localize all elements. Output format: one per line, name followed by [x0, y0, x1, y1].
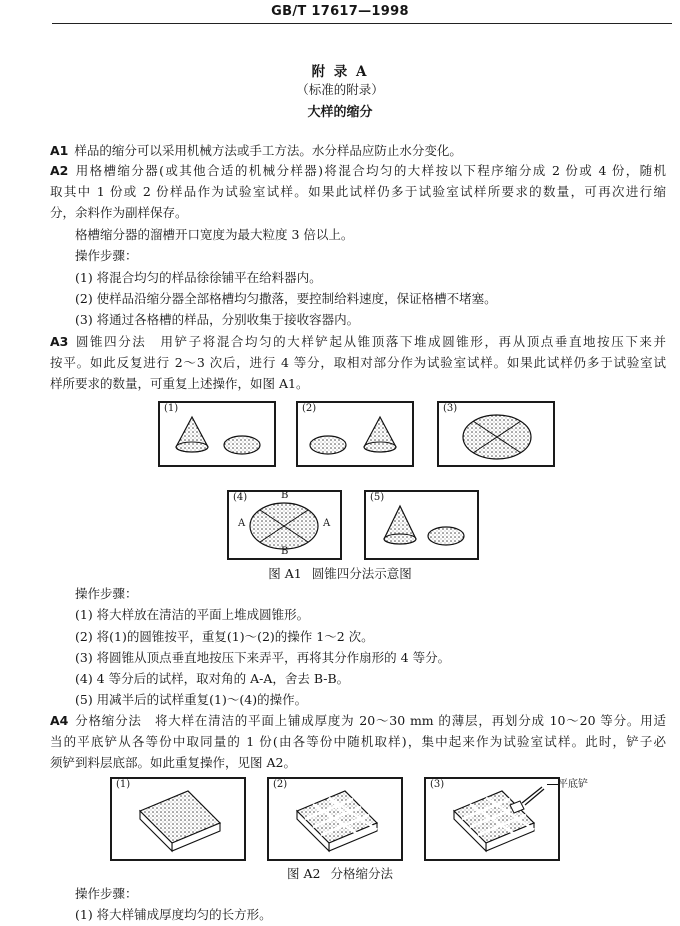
gridded-layer-with-shovel-illustration: [426, 779, 558, 859]
a4-label: A4: [50, 713, 69, 728]
a3-step-4: (4) 4 等分后的试样，取对角的 A-A，舍去 B-B。: [75, 671, 350, 686]
panel-label: (3): [443, 403, 458, 414]
panel-label: (2): [302, 403, 317, 414]
disc-and-cone-illustration: [298, 403, 412, 465]
figure-a2-panel-2: [267, 777, 403, 861]
a2-line-2: 取其中 1 份或 2 份样品作为试验室试样。如果此试样仍多于试验室试样所要求的数量，可再次进行缩: [50, 184, 666, 199]
panel-label: (1): [164, 403, 179, 414]
header-rule: [52, 23, 672, 24]
cone-and-disc-illustration: [160, 403, 274, 465]
a4-line-2: 当的平底铲从各等份中取同量的 1 份(由各等份中随机取样)，集中起来作为试验室试样。此时，铲子必: [50, 734, 666, 749]
a1-paragraph: [50, 141, 462, 160]
a2-step-2: (2) 使样品沿缩分器全部格槽均匀撒落，要控制给料速度，保证格槽不堵塞。: [75, 291, 497, 306]
figure-a1-panel-4: [227, 490, 342, 560]
shovel-label: 平底铲: [558, 779, 588, 790]
shovel-leader-line: [547, 784, 558, 785]
a3-step-1: (1) 将大样放在清洁的平面上堆成圆锥形。: [75, 607, 310, 622]
a2-label: A2: [50, 163, 69, 178]
a3-line-1: [50, 332, 666, 351]
a1-label: A1: [50, 143, 69, 158]
a2-line-1-text: 用格槽缩分器(或其他合适的机械分样器)将混合均匀的大样按以下程序缩分成 2 份或 4 份，随机: [74, 163, 666, 178]
panel-label: (2): [273, 779, 288, 790]
figure-a1-panel-3: [437, 401, 555, 467]
panel-label: (5): [370, 492, 385, 503]
appendix-subtitle: （标准的附录）: [296, 82, 384, 97]
a2-note: 格槽缩分器的溜槽开口宽度为最大粒度 3 倍以上。: [75, 227, 354, 242]
a3-line-1-text: 圆锥四分法 用铲子将混合均匀的大样铲起从锥顶落下堆成圆锥形，再从顶点垂直地按压下来并: [74, 334, 666, 349]
mark-a-right: A: [323, 518, 331, 529]
standard-code: GB/T 17617—1998: [271, 4, 409, 19]
panel-label: (1): [116, 779, 131, 790]
a4-steps-title: 操作步骤：: [75, 886, 138, 901]
a3-line-3: 样所要求的数量，可重复上述操作，如图 A1。: [50, 376, 309, 391]
figure-a1-caption: [0, 564, 680, 582]
a3-label: A3: [50, 334, 69, 349]
a3-steps-title: 操作步骤：: [75, 586, 138, 601]
mark-a-left: A: [238, 518, 246, 529]
cone-and-disc-repeat-illustration: [366, 492, 477, 558]
a2-step-1: (1) 将混合均匀的样品徐徐铺平在给料器内。: [75, 270, 322, 285]
figure-a1-panel-2: [296, 401, 414, 467]
figure-a2-panel-3: [424, 777, 560, 861]
figure-a1-number: 图 A1: [268, 566, 302, 581]
a2-line-3: 分，余料作为副样保存。: [50, 205, 188, 220]
a3-step-3: (3) 将圆锥从顶点垂直地按压下来弄平，再将其分作扇形的 4 等分。: [75, 650, 451, 665]
figure-a2-title: 分格缩分法: [330, 866, 393, 881]
a4-step-1: (1) 将大样铺成厚度均匀的长方形。: [75, 907, 272, 922]
a3-step-2: (2) 将(1)的圆锥按平，重复(1)～(2)的操作 1～2 次。: [75, 629, 374, 644]
gridded-layer-illustration: [269, 779, 401, 859]
figure-a2-caption: [0, 864, 680, 882]
panel-label: (3): [430, 779, 445, 790]
panel-label: (4): [233, 492, 248, 503]
a2-line-1: [50, 161, 666, 180]
a2-step-3: (3) 将通过各格槽的样品，分别收集于接收容器内。: [75, 312, 360, 327]
a4-line-1: [50, 711, 666, 730]
a4-line-1-text: 分格缩分法 将大样在清洁的平面上铺成厚度为 20～30 mm 的薄层，再划分成 10～20 等分。用适: [74, 713, 666, 728]
figure-a2-number: 图 A2: [287, 866, 321, 881]
a3-step-5: (5) 用减半后的试样重复(1)～(4)的操作。: [75, 692, 308, 707]
mark-b-top: B: [281, 490, 289, 501]
figure-a1-panel-5: [364, 490, 479, 560]
flat-layer-illustration: [112, 779, 244, 859]
appendix-heading: 大样的缩分: [307, 105, 373, 120]
a3-line-2: 按平。如此反复进行 2～3 次后，进行 4 等分，取相对部分作为试验室试样。如果此试样仍多于试验室试: [50, 355, 666, 370]
figure-a2-panel-1: [110, 777, 246, 861]
figure-a1-title: 圆锥四分法示意图: [311, 566, 412, 581]
appendix-title: 附 录 A: [311, 64, 369, 80]
a1-text: 样品的缩分可以采用机械方法或手工方法。水分样品应防止水分变化。: [74, 143, 462, 158]
mark-b-bottom: B: [281, 546, 289, 557]
quartered-disc-illustration: [439, 403, 553, 465]
figure-a1-panel-1: [158, 401, 276, 467]
a4-line-3: 须铲到料层底部。如此重复操作，见图 A2。: [50, 755, 296, 770]
a2-steps-title: 操作步骤：: [75, 248, 138, 263]
